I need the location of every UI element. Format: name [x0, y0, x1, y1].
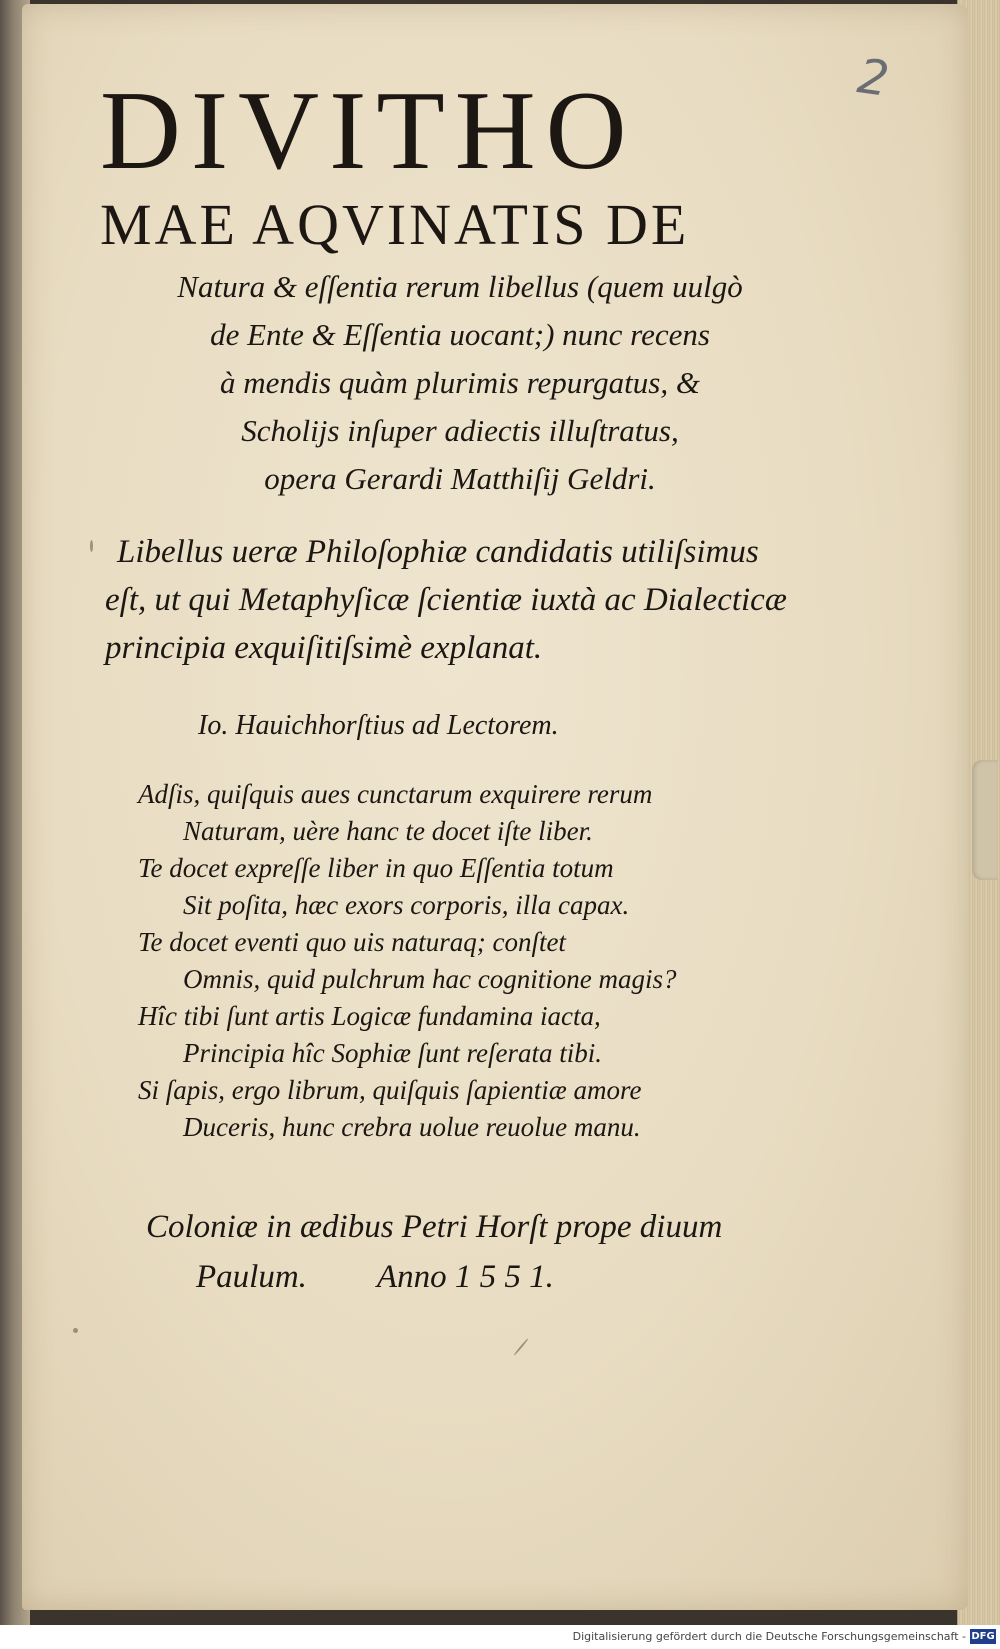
bookmark-tab	[972, 760, 998, 880]
imprint	[146, 1202, 786, 1302]
folio-number: 2	[854, 48, 893, 108]
subtitle	[80, 263, 840, 503]
poem-line: Omnis, quid pulchrum hac cognitione magis?	[183, 964, 677, 994]
imprint-line: Coloniæ in ædibus Petri Horſt prope diuum	[146, 1209, 723, 1245]
subtitle-line: à mendis quàm plurimis repurgatus, &	[220, 365, 700, 400]
imprint-year: Anno 1 5 5 1.	[376, 1259, 554, 1295]
subtitle-line: Scholijs inſuper adiectis illuſtratus,	[241, 413, 679, 448]
description-paragraph	[105, 528, 825, 672]
poem-line: Si ſapis, ergo librum, quiſquis ſapientiæ amore	[138, 1075, 642, 1105]
subtitle-line: opera Gerardi Matthiſij Geldri.	[264, 461, 656, 496]
description-line: Libellus ueræ Philoſophiæ candidatis utiliſsimus	[117, 534, 759, 570]
ink-mark	[73, 1328, 78, 1333]
epigram-poem	[138, 776, 818, 1146]
title-line-2: MAE AQVINATIS DE	[100, 192, 690, 257]
poem-line: Hîc tibi ſunt artis Logicæ fundamina iacta,	[138, 1001, 601, 1031]
poem-line: Principia hîc Sophiæ ſunt reſerata tibi.	[183, 1038, 602, 1068]
title-line-1: DIVITHO	[100, 69, 637, 193]
poem-line: Naturam, uère hanc te docet iſte liber.	[183, 816, 593, 846]
description-line: eſt, ut qui Metaphyſicæ ſcientiæ iuxtà ac Dialecticæ	[105, 582, 787, 618]
poem-line: Te docet expreſſe liber in quo Eſſentia totum	[138, 853, 614, 883]
subtitle-line: Natura & eſſentia rerum libellus (quem uulgò	[177, 269, 743, 304]
subtitle-line: de Ente & Eſſentia uocant;) nunc recens	[210, 317, 710, 352]
footer-bar	[0, 1625, 1000, 1649]
poem-line: Sit poſita, hæc exors corporis, illa capax.	[183, 890, 630, 920]
poem-line: Adſis, quiſquis aues cunctarum exquirere rerum	[138, 779, 653, 809]
imprint-place: Paulum.	[196, 1259, 307, 1295]
footer-credit: Digitalisierung gefördert durch die Deutsche Forschungsgemeinschaft -	[572, 1630, 966, 1643]
poem-line: Duceris, hunc crebra uolue reuolue manu.	[183, 1112, 641, 1142]
poem-line: Te docet eventi quo uis naturaq; conſtet	[138, 927, 566, 957]
dfg-logo: DFG	[971, 1631, 995, 1642]
epigram-heading: Io. Hauichhorſtius ad Lectorem.	[198, 710, 559, 741]
ink-mark	[90, 540, 93, 552]
imprint-line-2	[146, 1252, 786, 1302]
description-line: principia exquiſitiſsimè explanat.	[105, 630, 543, 666]
